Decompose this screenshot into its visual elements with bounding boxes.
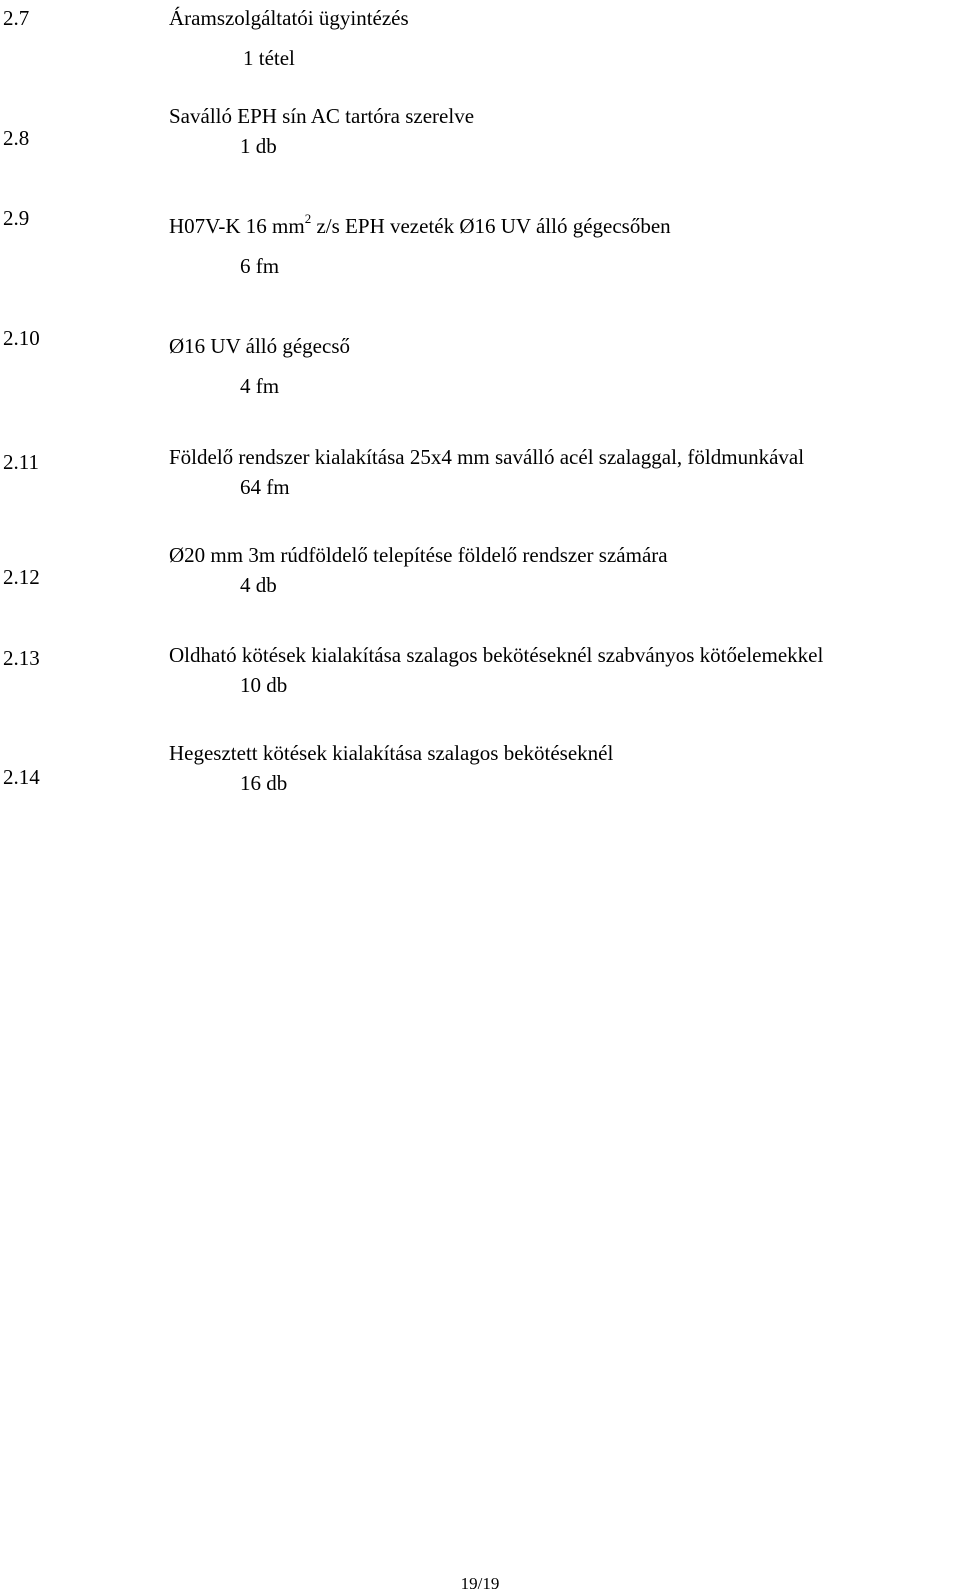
description-text: H07V-K 16 mm bbox=[169, 214, 305, 238]
item-number: 2.14 bbox=[3, 765, 40, 789]
item-quantity: 6 fm bbox=[240, 254, 280, 278]
item-number: 2.12 bbox=[3, 565, 40, 589]
item-quantity: 10 db bbox=[240, 673, 288, 697]
item-quantity: 16 db bbox=[240, 771, 288, 795]
item-description: Oldható kötések kialakítása szalagos bekötéseknél szabványos kötőelemekkel bbox=[169, 643, 824, 667]
item-number: 2.9 bbox=[3, 206, 30, 230]
item-quantity: 1 db bbox=[240, 134, 277, 158]
item-quantity: 64 fm bbox=[240, 475, 290, 499]
item-description: Ø20 mm 3m rúdföldelő telepítése földelő rendszer számára bbox=[169, 543, 668, 567]
item-number: 2.8 bbox=[3, 126, 30, 150]
item-description: Ø16 UV álló gégecső bbox=[169, 334, 350, 358]
item-quantity: 4 fm bbox=[240, 374, 280, 398]
page-number: 19/19 bbox=[460, 1574, 500, 1593]
item-number: 2.10 bbox=[3, 326, 40, 350]
item-description: Áramszolgáltatói ügyintézés bbox=[169, 6, 409, 30]
item-quantity: 4 db bbox=[240, 573, 277, 597]
item-quantity: 1 tétel bbox=[243, 46, 295, 70]
item-description: Hegesztett kötések kialakítása szalagos bekötéseknél bbox=[169, 741, 614, 765]
description-text: z/s EPH vezeték Ø16 UV álló gégecsőben bbox=[311, 214, 671, 238]
item-description: Saválló EPH sín AC tartóra szerelve bbox=[169, 104, 475, 128]
item-number: 2.11 bbox=[3, 450, 39, 474]
superscript-exponent: 2 bbox=[304, 211, 312, 226]
item-number: 2.7 bbox=[3, 6, 30, 30]
item-description: Földelő rendszer kialakítása 25x4 mm saválló acél szalaggal, földmunkával bbox=[169, 445, 805, 469]
item-number: 2.13 bbox=[3, 646, 40, 670]
item-description bbox=[169, 211, 671, 238]
